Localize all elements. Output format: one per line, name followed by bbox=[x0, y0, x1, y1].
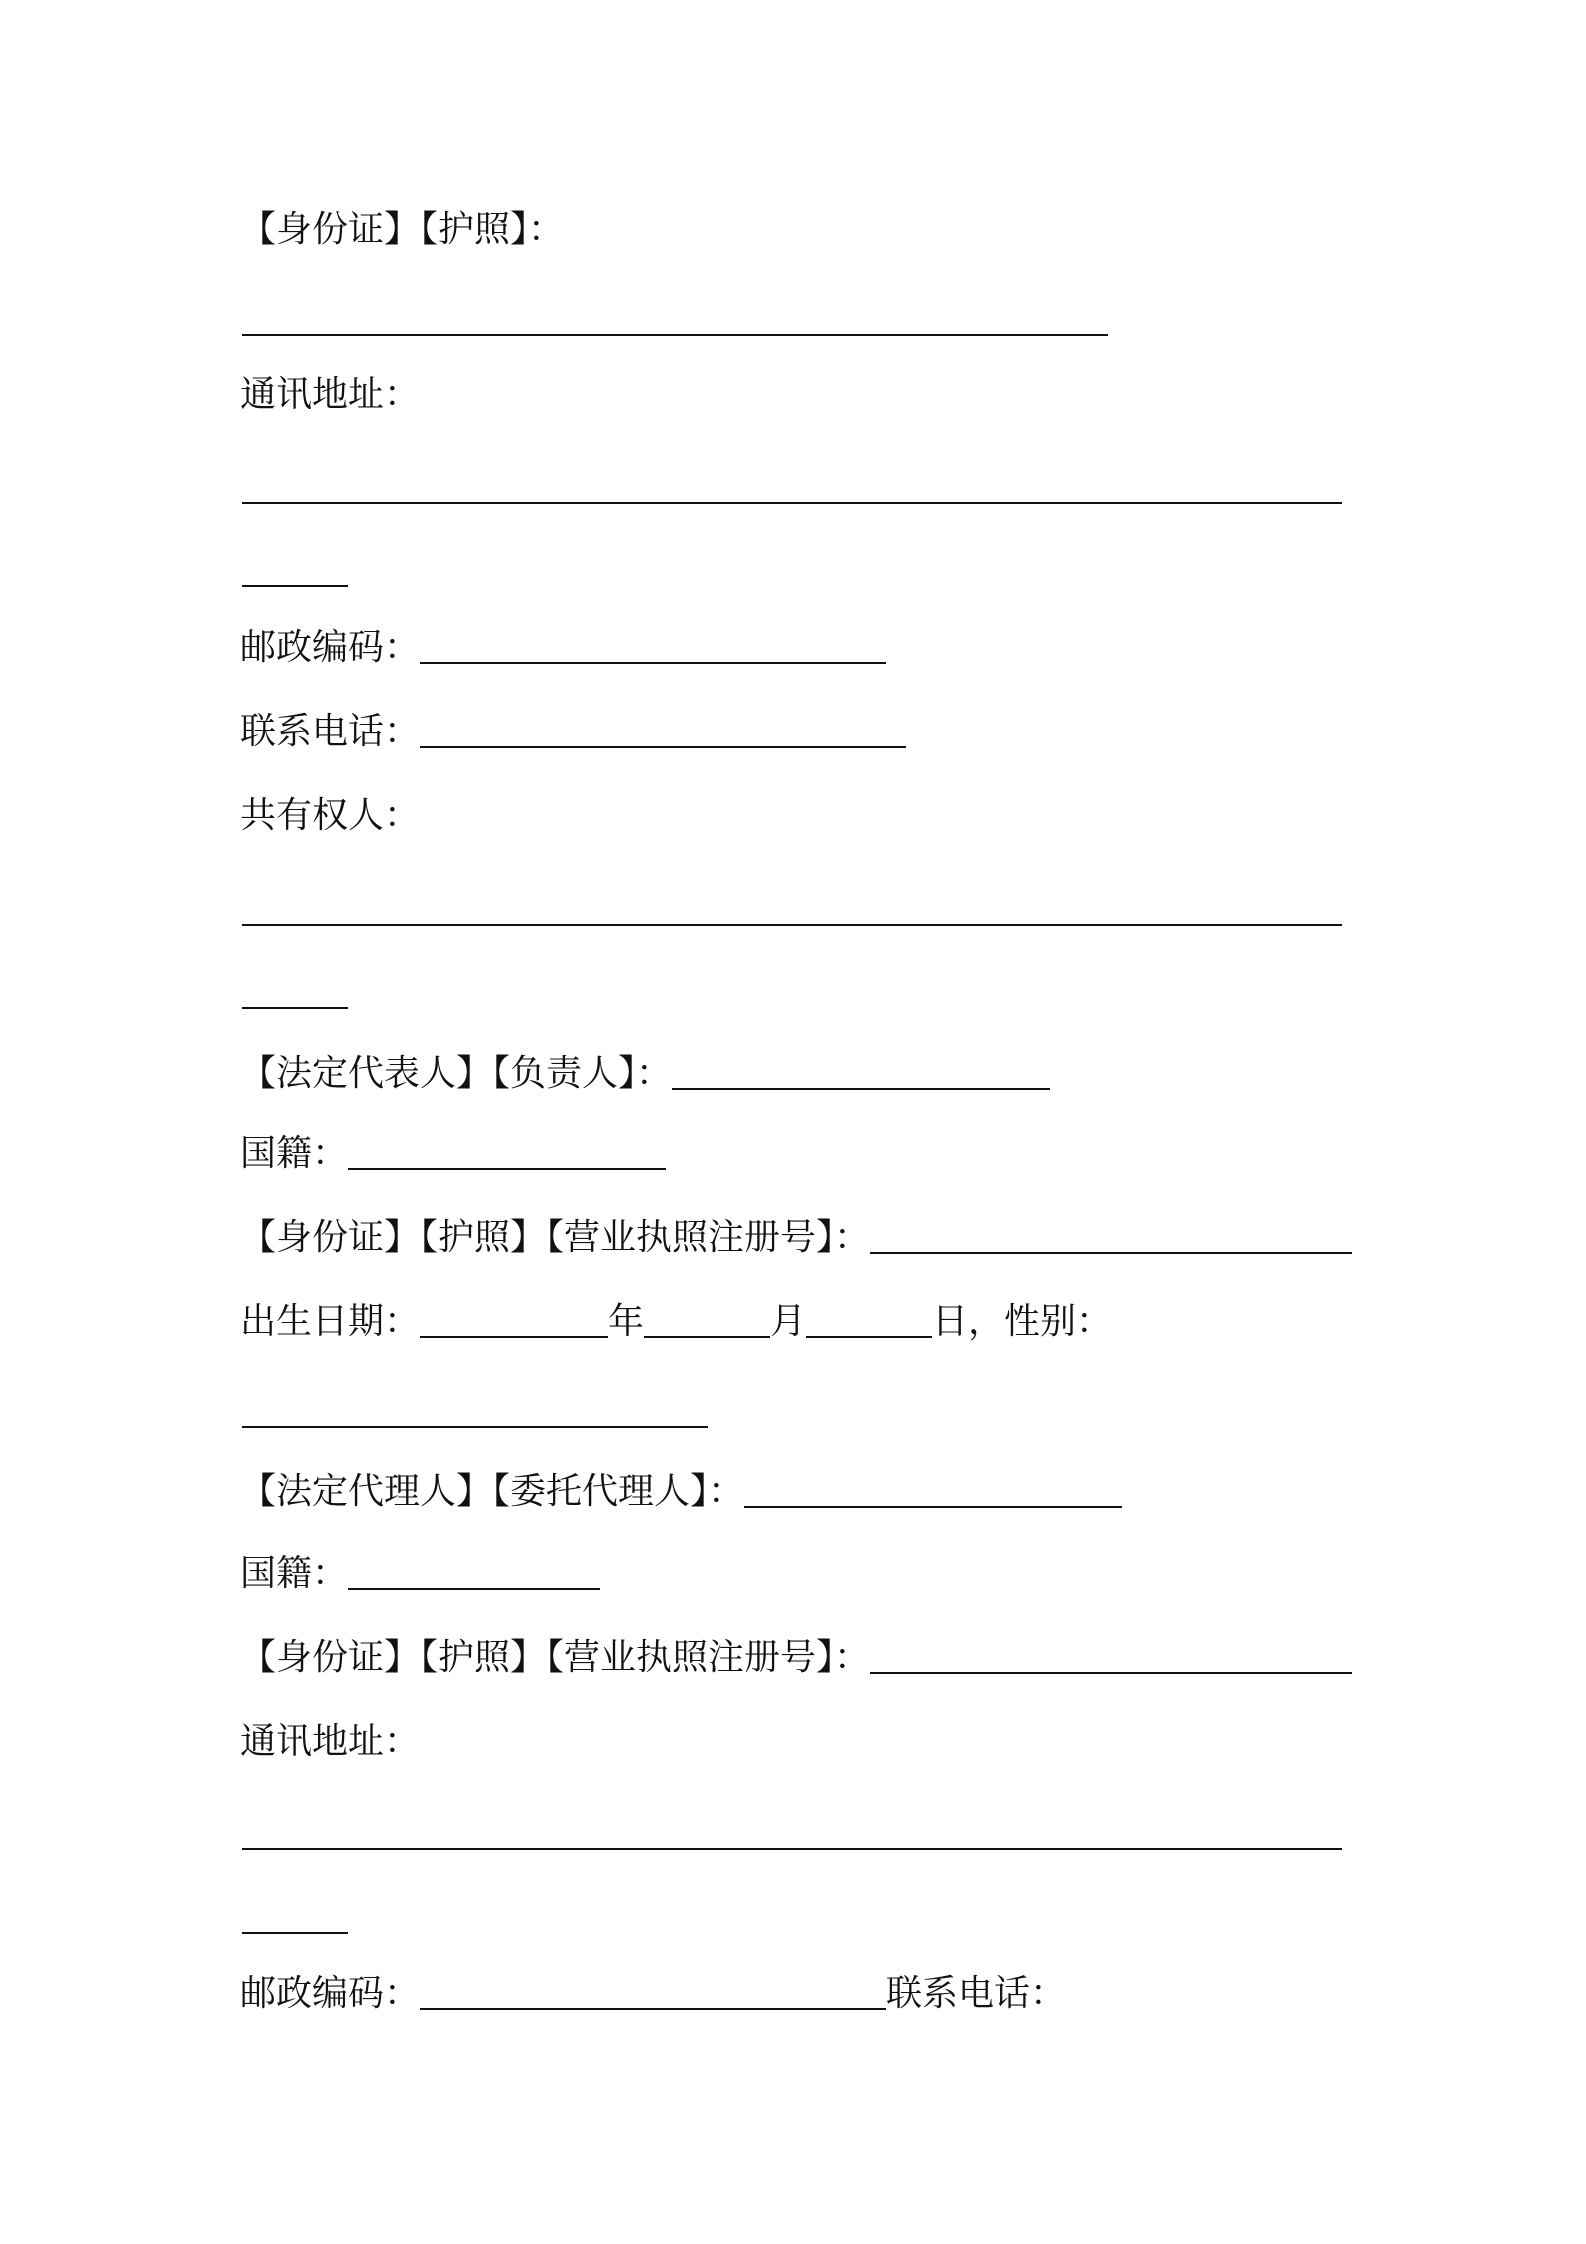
id-label: 【身份证】【护照】： bbox=[240, 209, 565, 250]
nationality-label-2: 国籍： bbox=[240, 1553, 349, 1594]
co-owner-blank[interactable] bbox=[242, 924, 1342, 926]
legal-rep-blank[interactable] bbox=[672, 1060, 1050, 1090]
agent-blank[interactable] bbox=[744, 1478, 1122, 1508]
id-license-label-2: 【身份证】【护照】【营业执照注册号】： bbox=[240, 1637, 871, 1678]
phone-label: 联系电话： bbox=[240, 711, 421, 752]
year-label: 年 bbox=[608, 1301, 645, 1342]
co-owner-blank-cont[interactable] bbox=[242, 1007, 348, 1009]
day-gender-label: 日，性别： bbox=[932, 1301, 1113, 1342]
nationality-blank[interactable] bbox=[348, 1140, 666, 1170]
phone-blank[interactable] bbox=[420, 718, 906, 748]
legal-rep-line bbox=[240, 1044, 1050, 1104]
birth-day-blank[interactable] bbox=[806, 1308, 932, 1338]
id-license-line-2 bbox=[240, 1628, 1352, 1688]
postcode-label: 邮政编码： bbox=[240, 627, 421, 668]
address-blank-2-cont[interactable] bbox=[242, 1932, 348, 1934]
postcode-line bbox=[240, 618, 886, 678]
postcode-blank[interactable] bbox=[420, 634, 886, 664]
gender-blank[interactable] bbox=[242, 1426, 708, 1428]
agent-line bbox=[240, 1462, 1122, 1522]
phone-line bbox=[240, 702, 906, 762]
nationality-line-2 bbox=[240, 1544, 600, 1604]
postcode-blank-2[interactable] bbox=[420, 1980, 886, 2010]
address-label-2: 通讯地址： bbox=[240, 1721, 421, 1762]
address-blank-cont[interactable] bbox=[242, 585, 348, 587]
birth-year-blank[interactable] bbox=[420, 1308, 608, 1338]
id-line bbox=[240, 200, 564, 260]
id-license-label: 【身份证】【护照】【营业执照注册号】： bbox=[240, 1217, 871, 1258]
id-license-blank-2[interactable] bbox=[870, 1644, 1352, 1674]
birth-month-blank[interactable] bbox=[644, 1308, 770, 1338]
id-blank[interactable] bbox=[242, 334, 1108, 336]
postcode-phone-line bbox=[240, 1964, 1066, 2024]
id-license-blank[interactable] bbox=[870, 1224, 1352, 1254]
address-line bbox=[240, 365, 420, 425]
address-blank-2[interactable] bbox=[242, 1848, 1342, 1850]
address-blank[interactable] bbox=[242, 502, 1342, 504]
postcode-label-2: 邮政编码： bbox=[240, 1973, 421, 2014]
nationality-label: 国籍： bbox=[240, 1133, 349, 1174]
phone-label-2: 联系电话： bbox=[886, 1973, 1067, 2014]
month-label: 月 bbox=[770, 1301, 807, 1342]
address-label: 通讯地址： bbox=[240, 374, 421, 415]
legal-rep-label: 【法定代表人】【负责人】： bbox=[240, 1053, 673, 1094]
address-line-2 bbox=[240, 1712, 420, 1772]
id-license-line bbox=[240, 1208, 1352, 1268]
nationality-blank-2[interactable] bbox=[348, 1560, 600, 1590]
nationality-line bbox=[240, 1124, 666, 1184]
birth-line bbox=[240, 1292, 1112, 1352]
birth-label: 出生日期： bbox=[240, 1301, 421, 1342]
co-owner-label: 共有权人： bbox=[240, 795, 421, 836]
co-owner-line bbox=[240, 786, 420, 846]
agent-label: 【法定代理人】【委托代理人】： bbox=[240, 1471, 745, 1512]
